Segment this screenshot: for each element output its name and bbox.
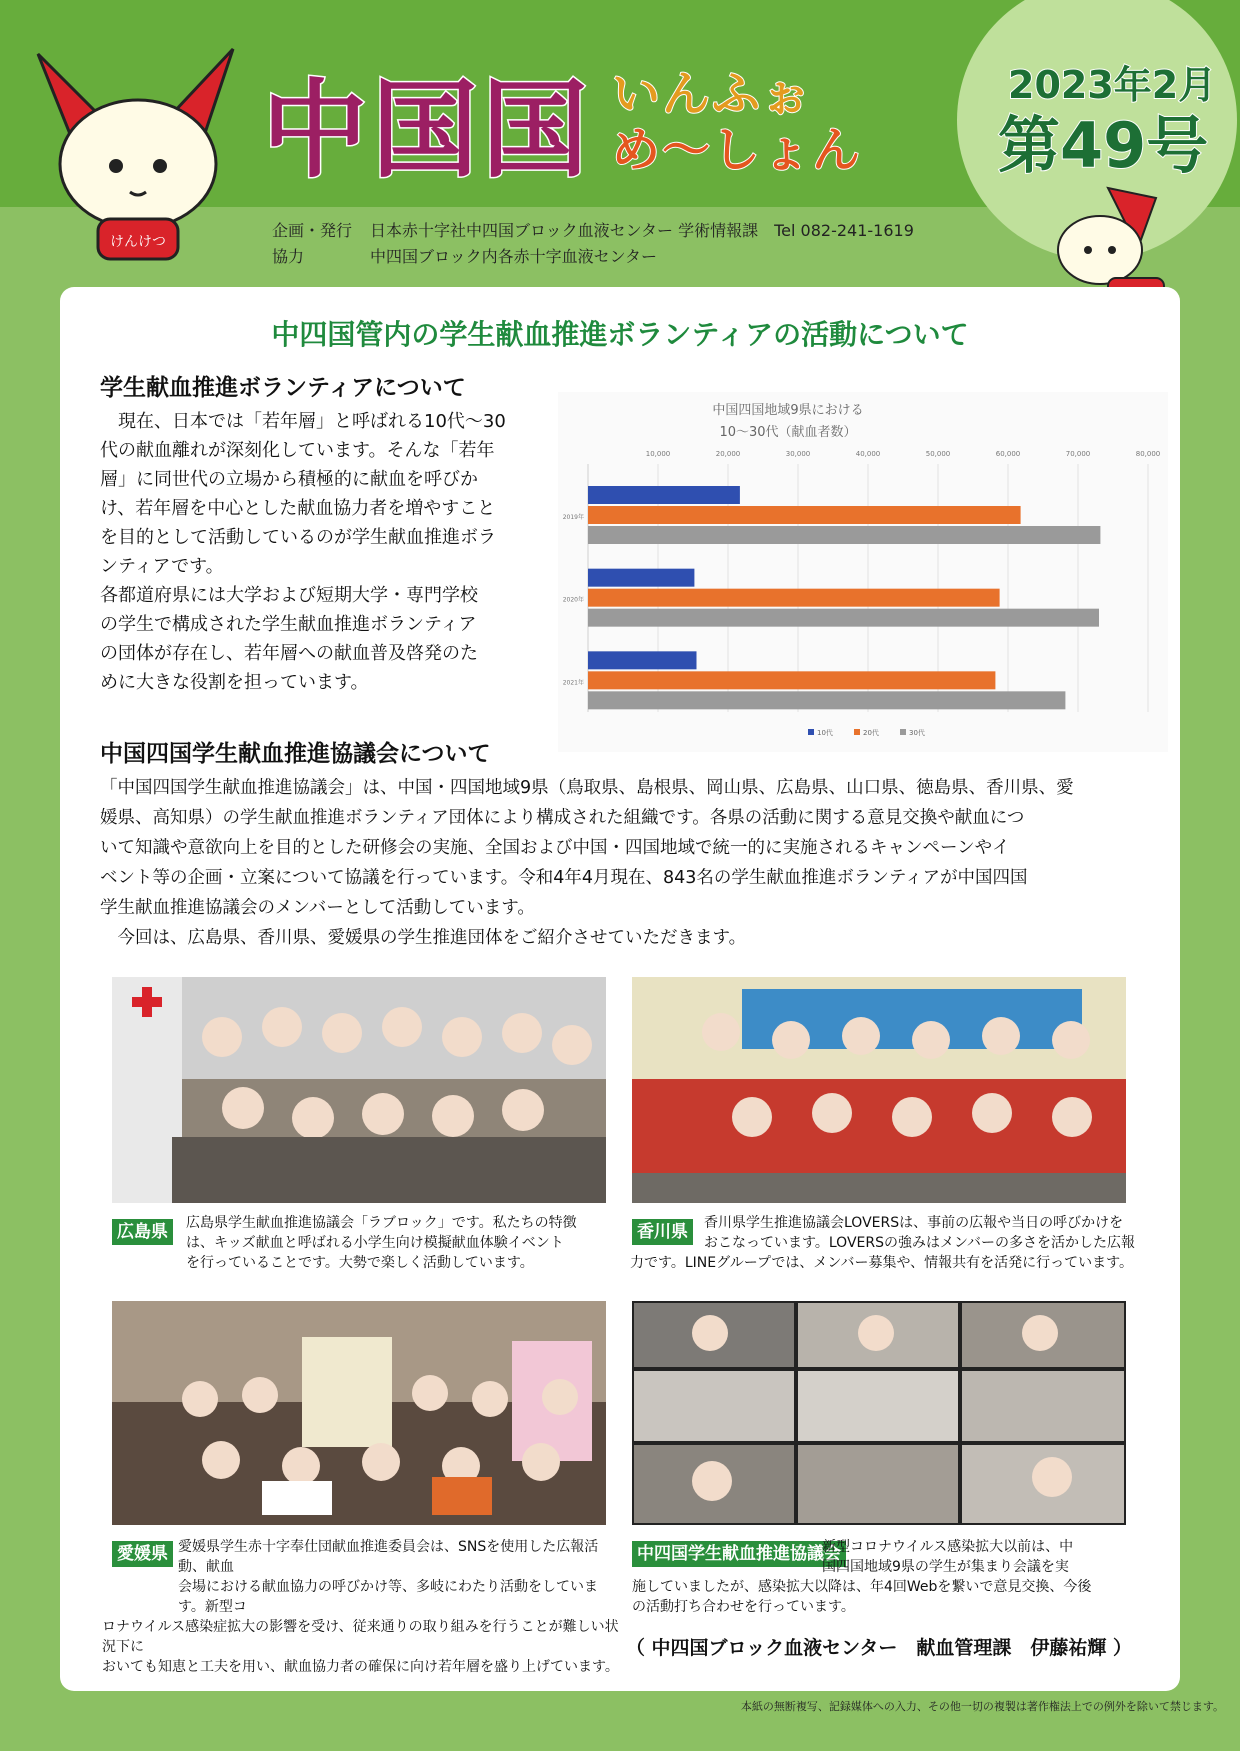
chart-bar (588, 651, 697, 669)
chart-tick-label: 40,000 (855, 450, 881, 458)
section1-line: めに大きな役割を担っています。 (100, 672, 369, 693)
article-headline: 中四国管内の学生献血推進ボランティアの活動について (271, 318, 969, 351)
hiroshima-caption-line: 広島県学生献血推進協議会「ラブロック」です。私たちの特徴 (186, 1215, 577, 1231)
section1-line: を目的として活動しているのが学生献血推進ボラ (100, 527, 496, 548)
hiroshima-group-photo (112, 977, 606, 1203)
hiroshima-caption (186, 1213, 616, 1273)
section1-line: ンティアです。 (100, 556, 224, 577)
section1-line: の団体が存在し、若年層への献血普及啓発のた (100, 643, 478, 664)
council-caption-line: の活動打ち合わせを行っています。 (632, 1599, 855, 1615)
section1-line: の学生で構成された学生献血推進ボランティア (100, 614, 477, 635)
chart-bar (588, 589, 1000, 607)
mascot-illustration (18, 34, 258, 274)
hiroshima-caption-line: を行っていることです。大勢で楽しく活動しています。 (186, 1255, 534, 1271)
chart-bar (588, 691, 1065, 709)
chart-tick-label: 80,000 (1135, 450, 1161, 458)
section1-line: 層」に同世代の立場から積極的に献血を呼びか (100, 469, 478, 490)
ehime-group-photo (112, 1301, 606, 1525)
kagawa-caption-line: 力です。LINEグループでは、メンバー募集や、情報共有を活発に行っています。 (630, 1255, 1134, 1271)
newsletter-subtitle-line2: め〜しょん (612, 122, 863, 178)
ehime-caption-line: 愛媛県学生赤十字奉仕団献血推進委員会は、SNSを使用した広報活動、献血 (178, 1539, 599, 1575)
cooperation-value: 中四国ブロック内各赤十字血液センター (370, 247, 658, 266)
donor-chart (558, 392, 1168, 752)
section2-title: 中国四国学生献血推進協議会について (100, 741, 491, 767)
chart-category-label: 2021年 (562, 679, 584, 687)
chart-title-line2: 10〜30代（献血者数） (719, 425, 857, 440)
section2-line: 学生献血推進協議会のメンバーとして活動しています。 (100, 898, 535, 918)
publisher-line (272, 218, 914, 241)
newsletter-title: 中国国 (262, 69, 592, 192)
section1-line: 代の献血離れが深刻化しています。そんな「若年 (100, 440, 495, 461)
section2-line: ベント等の企画・立案について協議を行っています。令和4年4月現在、843名の学生献血推進ボランティアが中国四国 (100, 868, 1028, 888)
publisher-key: 企画・発行 (272, 221, 353, 240)
ehime-caption-line: ロナウイルス感染症拡大の影響を受け、従来通りの取り組みを行うことが難しい状況下に (102, 1619, 619, 1655)
chart-legend (808, 728, 925, 737)
chart-tick-label: 70,000 (1065, 450, 1091, 458)
ehime-caption-line: おいても知恵と工夫を用い、献血協力者の確保に向け若年層を盛り上げています。 (102, 1659, 619, 1675)
section1-body (100, 407, 560, 697)
council-caption-line: 施していましたが、感染拡大以降は、年4回Webを繋いで意見交換、今後 (632, 1579, 1092, 1595)
chart-legend-swatch (854, 729, 860, 735)
chart-legend-swatch (900, 729, 906, 735)
section1-line: け、若年層を中心とした献血協力者を増やすこと (100, 498, 496, 519)
chart-ticks (646, 450, 1161, 458)
chart-category-label: 2020年 (562, 596, 584, 604)
hiroshima-tag: 広島県 (112, 1219, 173, 1245)
kagawa-group-photo (632, 977, 1126, 1203)
cooperation-key: 協力 (272, 247, 305, 266)
kagawa-caption (630, 1213, 1140, 1273)
council-caption-line: 新型コロナウイルス感染拡大以前は、中 (822, 1539, 1074, 1555)
hiroshima-caption-line: は、キッズ献血と呼ばれる小学生向け模擬献血体験イベント (186, 1235, 564, 1251)
cooperation-line (272, 244, 657, 267)
article-credit: （ 中四国ブロック血液センター 献血管理課 伊藤祐輝 ） (625, 1637, 1132, 1659)
chart-category-label: 2019年 (562, 514, 584, 521)
chart-tick-label: 60,000 (995, 450, 1021, 458)
chart-bar (588, 506, 1021, 524)
section2-line: 「中国四国学生献血推進協議会」は、中国・四国地域9県（鳥取県、島根県、岡山県、広島県、山口県、徳島県、香川県、愛 (100, 778, 1074, 798)
ehime-tag: 愛媛県 (112, 1541, 173, 1567)
chart-tick-label: 10,000 (645, 450, 671, 458)
issue-number: 第49号 (998, 109, 1209, 182)
chart-tick-label: 50,000 (925, 450, 951, 458)
council-tag: 中四国学生献血推進協議会 (632, 1541, 846, 1567)
issue-date: 2023年2月 (1008, 63, 1217, 107)
ehime-caption-line: 会場における献血協力の呼びかけ等、多岐にわたり活動をしています。新型コ (178, 1579, 598, 1615)
chart-bar (588, 486, 740, 504)
chart-legend-label: 10代 (817, 729, 833, 737)
mascot-badge-text: けんけつ (110, 234, 166, 250)
section1-title: 学生献血推進ボランティアについて (100, 375, 466, 401)
section2-body (100, 773, 1160, 953)
chart-bar (588, 569, 694, 587)
publisher-value: 日本赤十字社中四国ブロック血液センター 学術情報課 Tel 082-241-1619 (370, 221, 914, 240)
chart-legend-label: 20代 (863, 729, 879, 737)
copyright-notice: 本紙の無断複写、記録媒体への入力、その他一切の複製は著作権法上での例外を除いて禁じます。 (740, 1700, 1224, 1713)
chart-title-line1: 中国四国地域9県における (712, 403, 864, 418)
chart-legend-label: 30代 (909, 729, 925, 737)
kagawa-caption-line: おこなっています。LOVERSの強みはメンバーの多さを活かした広報 (704, 1235, 1136, 1251)
chart-bar (588, 609, 1099, 627)
section1-line: 各都道府県には大学および短期大学・専門学校 (100, 585, 478, 606)
chart-tick-label: 20,000 (715, 450, 741, 458)
section1-line: 現在、日本では「若年層」と呼ばれる10代〜30 (100, 411, 506, 432)
section2-line: 媛県、高知県）の学生献血推進ボランティア団体により構成された組織です。各県の活動に関する意見交換や献血につ (100, 808, 1025, 828)
kagawa-tag: 香川県 (632, 1219, 693, 1245)
chart-bar (588, 526, 1100, 544)
chart-tick-label: 30,000 (785, 450, 811, 458)
chart-bar (588, 671, 995, 689)
article-card (60, 287, 1180, 1691)
council-caption-line: 国四国地域9県の学生が集まり会議を実 (822, 1559, 1069, 1575)
council-webmeeting-photo (632, 1301, 1126, 1525)
chart-categories (563, 513, 584, 686)
chart-legend-swatch (808, 729, 814, 735)
newsletter-subtitle-line1: いんふぉ (612, 66, 813, 122)
section2-line: 今回は、広島県、香川県、愛媛県の学生推進団体をご紹介させていただきます。 (100, 928, 747, 948)
chart-bars (588, 486, 1100, 709)
kagawa-caption-line: 香川県学生推進協議会LOVERSは、事前の広報や当日の呼びかけを (704, 1215, 1124, 1231)
section2-line: いて知識や意欲向上を目的とした研修会の実施、全国および中国・四国地域で統一的に実施されるキャンペーンやイ (100, 838, 1010, 858)
council-caption (632, 1537, 1132, 1617)
ehime-caption (102, 1537, 622, 1677)
